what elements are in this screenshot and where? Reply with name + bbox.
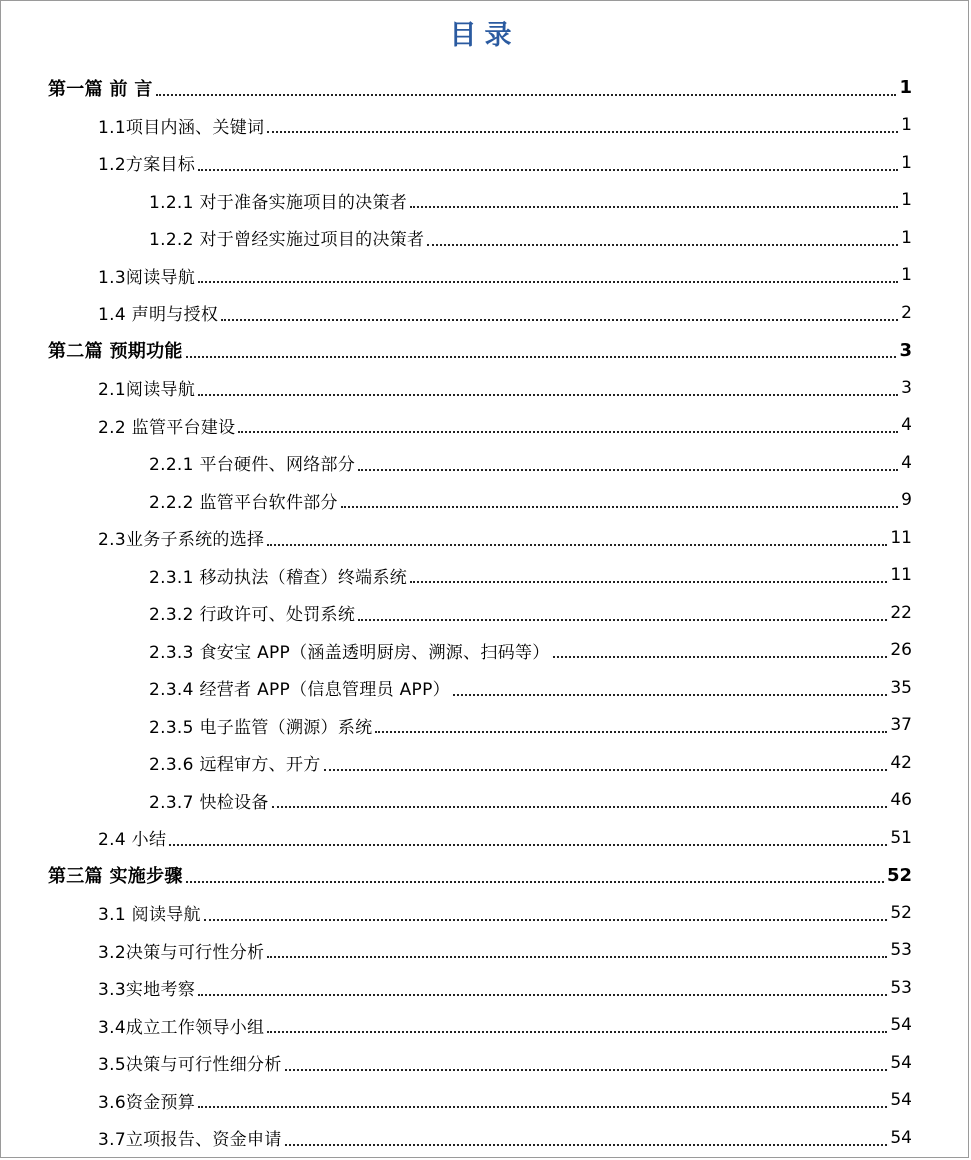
toc-dot-leader	[156, 94, 897, 96]
toc-dot-leader	[198, 281, 898, 283]
toc-entry-label: 2.2.2 监管平台软件部分	[149, 492, 338, 513]
toc-dot-leader	[358, 619, 887, 621]
toc-page-number: 51	[890, 827, 912, 848]
toc-entry-label: 3.1 阅读导航	[98, 905, 201, 926]
toc-part-entry[interactable]	[1, 857, 970, 895]
toc-page-number: 42	[890, 752, 912, 773]
toc-page-number: 3	[901, 377, 912, 398]
toc-dot-leader	[198, 169, 898, 171]
toc-entry-label: 2.3.7 快检设备	[149, 792, 269, 813]
toc-section-entry[interactable]	[1, 257, 970, 295]
toc-dot-leader	[267, 1031, 887, 1033]
toc-dot-leader	[453, 694, 887, 696]
toc-dot-leader	[427, 244, 898, 246]
toc-entry-label: 2.3.6 远程审方、开方	[149, 755, 321, 776]
toc-page-number: 35	[890, 677, 912, 698]
toc-entry-label: 2.3.2 行政许可、处罚系统	[149, 605, 356, 626]
toc-section-entry[interactable]	[1, 369, 970, 407]
toc-subsection-entry[interactable]	[1, 707, 970, 745]
toc-subsection-entry[interactable]	[1, 182, 970, 220]
toc-page-number: 1	[901, 265, 912, 286]
toc-section-entry[interactable]	[1, 1044, 970, 1082]
toc-page-number: 11	[890, 565, 912, 586]
toc-part-entry[interactable]	[1, 332, 970, 370]
toc-entry-label: 2.2 监管平台建设	[98, 417, 236, 438]
toc-section-entry[interactable]	[1, 1007, 970, 1045]
toc-page-number: 54	[890, 1015, 912, 1036]
toc-dot-leader	[186, 356, 897, 358]
toc-dot-leader	[267, 131, 898, 133]
toc-subsection-entry[interactable]	[1, 782, 970, 820]
toc-section-entry[interactable]	[1, 107, 970, 145]
toc-page-number: 9	[901, 490, 912, 511]
toc-part-entry[interactable]	[1, 69, 970, 107]
toc-page-number: 2	[901, 302, 912, 323]
toc-dot-leader	[198, 1106, 887, 1108]
toc-page-number: 4	[901, 452, 912, 473]
toc-entry-label: 3.3实地考察	[98, 980, 196, 1001]
toc-dot-leader	[267, 544, 887, 546]
toc-dot-leader	[410, 206, 898, 208]
toc-entry-label: 1.2.2 对于曾经实施过项目的决策者	[149, 230, 425, 251]
toc-entry-label: 2.3.4 经营者 APP（信息管理员 APP）	[149, 680, 450, 701]
toc-entry-label: 第二篇 预期功能	[48, 341, 183, 363]
toc-entry-label: 1.4 声明与授权	[98, 305, 219, 326]
toc-subsection-entry[interactable]	[1, 444, 970, 482]
toc-page-number: 53	[890, 977, 912, 998]
toc-page-number: 1	[899, 77, 912, 99]
toc-page-number: 53	[890, 940, 912, 961]
toc-page-number: 3	[899, 339, 912, 361]
toc-dot-leader	[285, 1144, 888, 1146]
toc-page-number: 1	[901, 152, 912, 173]
toc-dot-leader	[358, 469, 898, 471]
toc-page-number: 11	[890, 527, 912, 548]
toc-dot-leader	[221, 319, 898, 321]
toc-page-number: 52	[886, 864, 912, 886]
toc-entry-label: 第三篇 实施步骤	[48, 866, 183, 888]
toc-entry-label: 2.3.5 电子监管（溯源）系统	[149, 717, 373, 738]
toc-subsection-entry[interactable]	[1, 219, 970, 257]
toc-section-entry[interactable]	[1, 294, 970, 332]
toc-entry-label: 2.2.1 平台硬件、网络部分	[149, 455, 356, 476]
toc-dot-leader	[204, 919, 888, 921]
toc-entry-label: 1.1项目内涵、关键词	[98, 117, 265, 138]
toc-entry-label: 1.2.1 对于准备实施项目的决策者	[149, 192, 408, 213]
toc-dot-leader	[169, 844, 887, 846]
toc-subsection-entry[interactable]	[1, 482, 970, 520]
toc-entry-label: 第一篇 前 言	[48, 78, 153, 100]
toc-subsection-entry[interactable]	[1, 557, 970, 595]
toc-entry-label: 2.1阅读导航	[98, 380, 196, 401]
toc-entry-label: 2.3业务子系统的选择	[98, 530, 265, 551]
toc-section-entry[interactable]	[1, 819, 970, 857]
toc-dot-leader	[410, 581, 887, 583]
toc-section-entry[interactable]	[1, 932, 970, 970]
toc-list	[1, 69, 970, 1157]
toc-entry-label: 1.2方案目标	[98, 155, 196, 176]
toc-page-number: 46	[890, 790, 912, 811]
toc-entry-label: 3.2决策与可行性分析	[98, 942, 265, 963]
toc-dot-leader	[198, 394, 898, 396]
toc-section-entry[interactable]	[1, 144, 970, 182]
toc-dot-leader	[375, 731, 887, 733]
toc-section-entry[interactable]	[1, 969, 970, 1007]
toc-subsection-entry[interactable]	[1, 594, 970, 632]
toc-dot-leader	[285, 1069, 888, 1071]
toc-dot-leader	[272, 806, 888, 808]
toc-entry-label: 2.3.3 食安宝 APP（涵盖透明厨房、溯源、扫码等）	[149, 642, 550, 663]
toc-page-number: 1	[901, 115, 912, 136]
toc-section-entry[interactable]	[1, 519, 970, 557]
toc-page-number: 37	[890, 715, 912, 736]
toc-page-number: 54	[890, 1127, 912, 1148]
toc-entry-label: 2.3.1 移动执法（稽查）终端系统	[149, 567, 408, 588]
toc-section-entry[interactable]	[1, 1082, 970, 1120]
toc-dot-leader	[341, 506, 898, 508]
toc-dot-leader	[186, 881, 884, 883]
toc-subsection-entry[interactable]	[1, 669, 970, 707]
toc-entry-label: 3.4成立工作领导小组	[98, 1017, 265, 1038]
toc-page-number: 26	[890, 640, 912, 661]
toc-entry-label: 3.6资金预算	[98, 1092, 196, 1113]
toc-dot-leader	[553, 656, 888, 658]
toc-page-number: 1	[901, 190, 912, 211]
toc-subsection-entry[interactable]	[1, 744, 970, 782]
toc-dot-leader	[198, 994, 887, 996]
toc-page-number: 54	[890, 1052, 912, 1073]
toc-entry-label: 3.5决策与可行性细分析	[98, 1055, 282, 1076]
toc-entry-label: 3.7立项报告、资金申请	[98, 1130, 282, 1151]
toc-section-entry[interactable]	[1, 1119, 970, 1157]
toc-section-entry[interactable]	[1, 407, 970, 445]
toc-entry-label: 2.4 小结	[98, 830, 167, 851]
toc-dot-leader	[238, 431, 898, 433]
toc-dot-leader	[324, 769, 888, 771]
toc-section-entry[interactable]	[1, 894, 970, 932]
toc-subsection-entry[interactable]	[1, 632, 970, 670]
toc-title: 目录	[449, 20, 520, 51]
toc-page-number: 52	[890, 902, 912, 923]
toc-dot-leader	[267, 956, 887, 958]
toc-page-number: 1	[901, 227, 912, 248]
toc-page-number: 54	[890, 1090, 912, 1111]
toc-page-number: 22	[890, 602, 912, 623]
toc-page-number: 4	[901, 415, 912, 436]
toc-entry-label: 1.3阅读导航	[98, 267, 196, 288]
